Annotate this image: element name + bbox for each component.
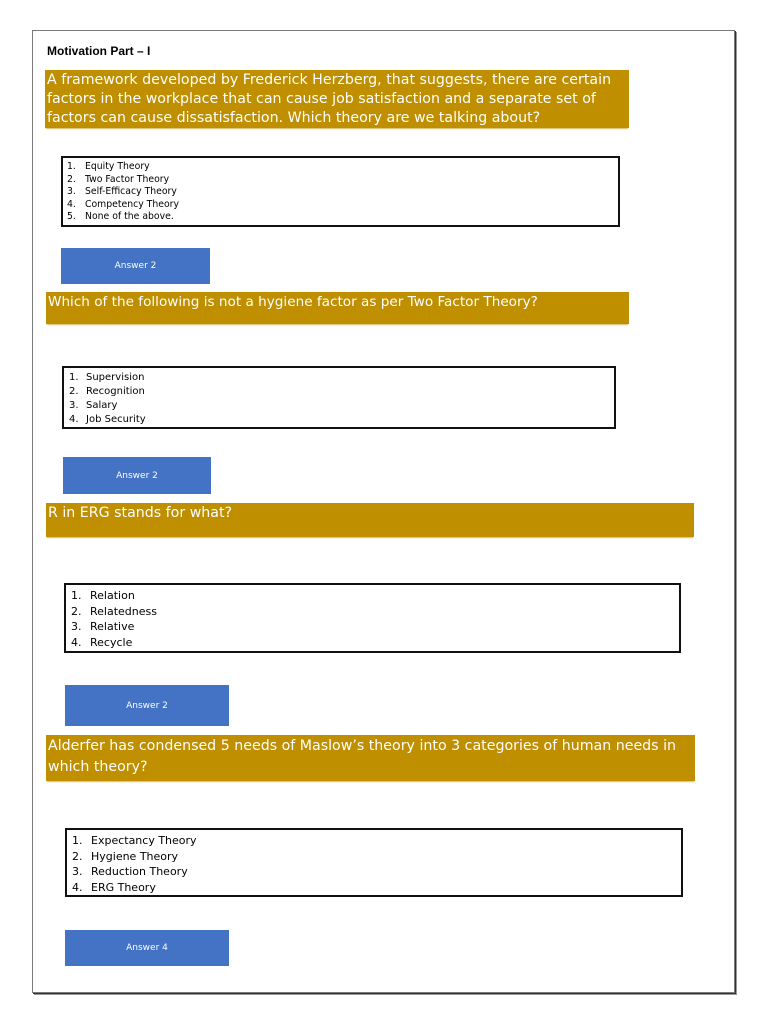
answer-button-2[interactable]: Answer 2 — [63, 457, 211, 494]
option-4-2: 2. Hygiene Theory — [72, 849, 179, 863]
answer-button-3[interactable]: Answer 2 — [65, 685, 229, 726]
options-list-4 — [65, 828, 683, 897]
option-1-1: 1. Equity Theory — [67, 161, 150, 172]
option-2-1: 1. Supervision — [69, 372, 145, 383]
option-1-2: 2. Two Factor Theory — [67, 173, 170, 185]
option-3-2: 2. Relatedness — [71, 604, 157, 618]
answer-button-4[interactable]: Answer 4 — [65, 930, 229, 966]
answer-button-1[interactable]: Answer 2 — [61, 248, 210, 284]
options-list-3 — [64, 583, 681, 653]
option-4-4: 4. ERG Theory — [72, 880, 156, 894]
question-3: R in ERG stands for what? — [46, 503, 694, 537]
option-3-4: 4. Recycle — [71, 635, 133, 649]
option-4-1: 1. Expectancy Theory — [72, 834, 197, 847]
question-2: Which of the following is not a hygiene factor as per Two Factor Theory? — [46, 292, 629, 324]
document-title: Motivation Part – I — [47, 44, 151, 58]
question-1: A framework developed by Frederick Herzberg, that suggests, there are certain factors in the workplace that can cause job satisfaction and a separate set of factors can cause dissatisfaction. Which theory are we talking about? — [45, 70, 629, 128]
option-4-3: 3. Reduction Theory — [72, 865, 188, 878]
option-2-3: 3. Salary — [69, 400, 118, 411]
options-list-1 — [61, 156, 620, 227]
option-1-5: 5. None of the above. — [67, 211, 174, 222]
option-3-1: 1. Relation — [71, 589, 135, 602]
option-1-4: 4. Competency Theory — [67, 198, 179, 210]
option-2-4: 4. Job Security — [69, 414, 146, 425]
option-2-2: 2. Recognition — [69, 386, 145, 397]
option-3-3: 3. Relative — [71, 620, 135, 633]
options-list-2 — [62, 366, 616, 429]
option-1-3: 3. Self-Efficacy Theory — [67, 186, 177, 197]
question-4: Alderfer has condensed 5 needs of Maslow’s theory into 3 categories of human needs in which theory? — [46, 735, 695, 781]
